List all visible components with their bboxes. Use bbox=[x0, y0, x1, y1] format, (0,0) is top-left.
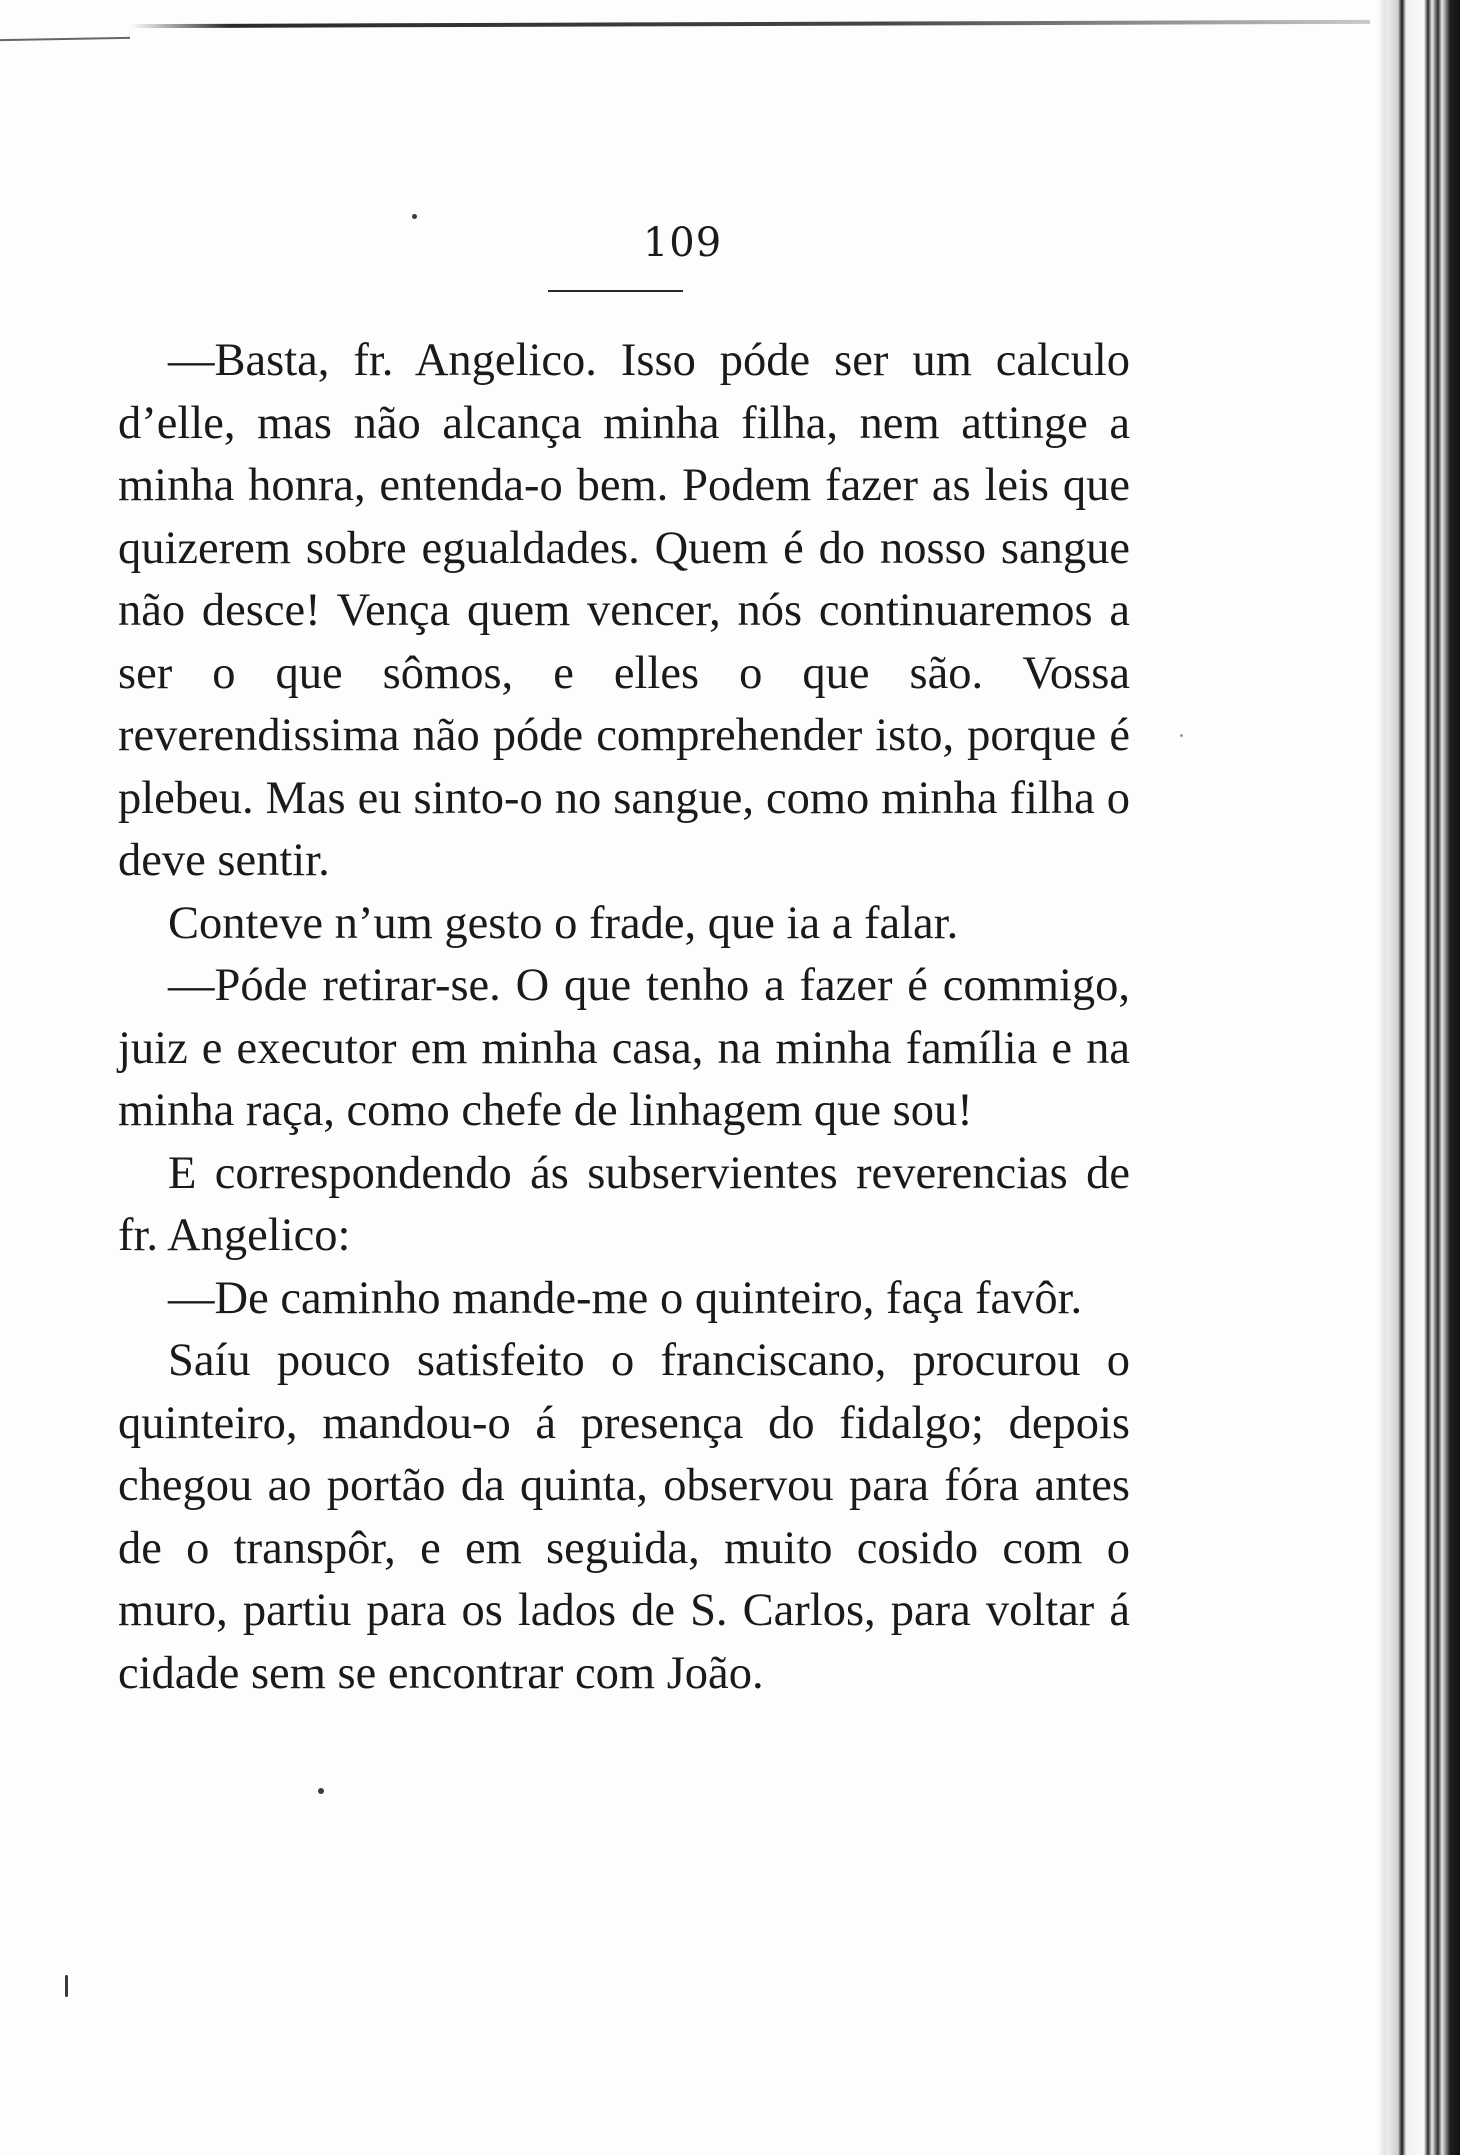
paragraph-5: —De caminho mande-me o quinteiro, faça favôr. bbox=[168, 1272, 1083, 1324]
paragraph-2: Conteve n’um gesto o frade, que ia a falar. bbox=[168, 897, 959, 949]
paragraph-1: —Basta, fr. Angelico. Isso póde ser um calculo d’elle, mas não alcança minha filha, nem attinge a minha honra, entenda-o bem. Podem fazer as leis que quizerem sobre egualdades. Quem é do nosso sangue não desce! Vença quem vencer, nós continuaremos a ser o que sômos, e elles o que são. Vossa reverendissima não póde comprehender isto, porque é plebeu. Mas eu sinto-o no sangue, como minha filha o deve sentir. bbox=[118, 335, 1130, 886]
speck bbox=[1180, 734, 1183, 737]
page-header bbox=[0, 220, 1365, 266]
page-top-edge-left bbox=[0, 37, 130, 41]
page-stacked-edges bbox=[1380, 0, 1460, 2155]
paragraph-6: Saíu pouco satisfeito o franciscano, procurou o quinteiro, mandou-o á presença do fidalgo; depois chegou ao portão da quinta, observou para fóra antes de o transpôr, e em seguida, muito cosido com o muro, partiu para os lados de S. Carlos, para voltar á cidade sem se encontrar com João. bbox=[118, 1335, 1130, 1699]
page-number: 109 bbox=[642, 220, 723, 266]
header-rule bbox=[548, 290, 683, 292]
page-top-edge bbox=[130, 20, 1370, 28]
body-text bbox=[118, 330, 1130, 1705]
paragraph-4: E correspondendo ás subservientes reverencias de fr. Angelico: bbox=[118, 1147, 1130, 1261]
speck bbox=[65, 1975, 68, 1997]
speck bbox=[318, 1788, 324, 1794]
speck bbox=[412, 214, 417, 219]
paragraph-3: —Póde retirar-se. O que tenho a fazer é commigo, juiz e executor em minha casa, na minha família e na minha raça, como chefe de linhagem que sou! bbox=[118, 960, 1130, 1136]
